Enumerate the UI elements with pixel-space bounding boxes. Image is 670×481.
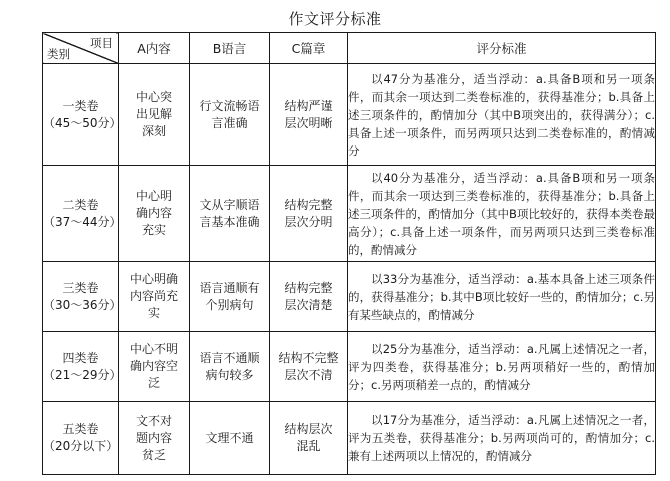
category-name: 四类卷 — [62, 350, 99, 365]
language-cell: 语言通顺有个别病句 — [190, 262, 270, 332]
header-row — [43, 33, 656, 64]
content-cell: 中心突出见解深刻 — [119, 64, 190, 166]
diagonal-header-cell — [43, 33, 119, 64]
score-range: （20分以下） — [43, 439, 119, 453]
category-cell — [43, 64, 122, 166]
header-structure: C篇章 — [270, 33, 348, 64]
table-row — [43, 166, 656, 262]
category-name: 一类卷 — [62, 98, 99, 113]
structure-cell: 结构完整层次分明 — [270, 166, 348, 262]
category-name: 二类卷 — [62, 197, 99, 212]
score-range: （37～44分） — [43, 214, 122, 229]
structure-cell: 结构不完整层次不清 — [270, 332, 348, 402]
score-range: （45～50分） — [43, 115, 122, 130]
header-category-label: 类别 — [47, 47, 70, 61]
category-cell — [43, 166, 122, 262]
header-language: B语言 — [190, 33, 270, 64]
table-row — [43, 402, 656, 475]
criteria-cell: 以25分为基准分，适当浮动：a.凡属上述情况之一者，评为四类卷，获得基准分；b.另两项稍好一些的，酌情加分；c.另两项稍差一点的，酌情减分 — [348, 332, 656, 402]
category-cell — [43, 402, 119, 475]
table-row — [43, 64, 656, 166]
category-name: 五类卷 — [62, 422, 99, 436]
header-item-label: 项目 — [90, 36, 113, 50]
header-content: A内容 — [119, 33, 190, 64]
header-criteria: 评分标准 — [348, 33, 656, 64]
criteria-cell: 以33分为基准分，适当浮动：a.基本具备上述三项条件的，获得基准分；b.其中B项比较好一些的，酌情加分；c.另有某些缺点的，酌情减分 — [348, 262, 656, 332]
criteria-cell: 以47分为基准分，适当浮动：a.具备B项和另一项条件，而其余一项达到二类卷标准的，获得基准分；b.具备上述三项条件的，酌情加分（其中B项突出的，获得满分）；c.具备上述一项条件，而另两项只达到二类卷标准的，酌情减分 — [348, 64, 656, 166]
score-range: （30～36分） — [43, 297, 122, 312]
language-cell: 文理不通 — [190, 402, 270, 475]
content-cell: 中心不明确内容空泛 — [119, 332, 190, 402]
criteria-cell: 以17分为基准分，适当浮动：a.凡属上述情况之一者，评为五类卷，获得基准分；b.另两项尚可的，酌情加分；c.兼有上述两项以上情况的，酌情减分 — [348, 402, 656, 475]
structure-cell: 结构层次混乱 — [270, 402, 348, 475]
category-name: 三类卷 — [62, 280, 99, 295]
table-row — [43, 262, 656, 332]
language-cell: 文从字顺语言基本准确 — [190, 166, 270, 262]
language-cell: 行文流畅语言准确 — [190, 64, 270, 166]
table-row — [43, 332, 656, 402]
structure-cell: 结构完整层次清楚 — [270, 262, 348, 332]
content-cell: 中心明确内容尚充实 — [119, 262, 190, 332]
criteria-cell: 以40分为基准分，适当浮动：a.具备B项和另一项条件，而其余一项达到三类卷标准的，获得基准分；b.具备上述三项条件的，酌情加分（其中B项比较好的，获得本类卷最高分）；c.具备上述一项条件，而另两项只达到三类卷标准的，酌情减分 — [348, 166, 656, 262]
category-cell — [43, 262, 122, 332]
category-cell — [43, 332, 122, 402]
content-cell: 文不对题内容贫乏 — [119, 402, 190, 475]
page-title: 作文评分标准 — [288, 10, 382, 28]
content-cell: 中心明确内容充实 — [119, 166, 190, 262]
scoring-rubric-table — [42, 32, 656, 475]
score-range: （21～29分） — [43, 367, 122, 382]
structure-cell: 结构严谨层次明晰 — [270, 64, 348, 166]
language-cell: 语言不通顺病句较多 — [190, 332, 270, 402]
